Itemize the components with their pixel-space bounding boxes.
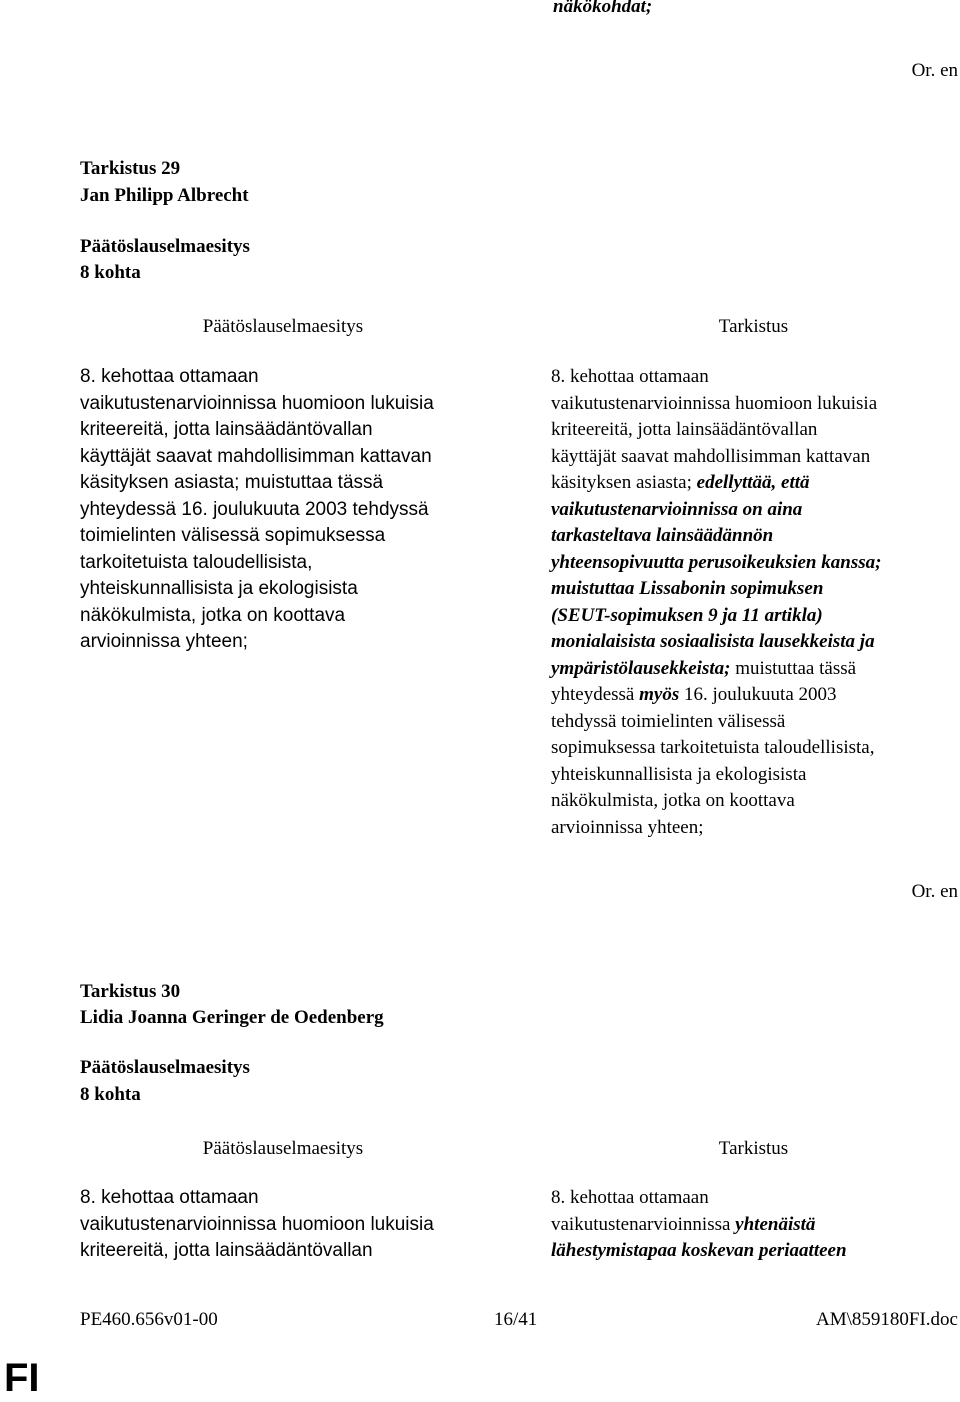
footer-page-number: 16/41 — [494, 1309, 538, 1330]
plain-text: vaikutustenarvioinnissa — [551, 1213, 736, 1235]
inserted-text: (SEUT-sopimuksen 9 ja 11 artikla) — [551, 604, 823, 626]
text-line — [551, 470, 956, 497]
text-line: 8. kehottaa ottamaan — [80, 1187, 259, 1208]
paragraph-label: 8 kohta — [80, 1084, 141, 1105]
footer-file-name: AM\859180FI.doc — [816, 1309, 958, 1330]
text-line: näkökulmista, jotka on koottava — [80, 604, 346, 626]
right-column-header: Tarkistus — [718, 1138, 789, 1159]
document-label: Päätöslauselmaesitys — [80, 1057, 250, 1078]
text-line: vaikutustenarvioinnissa huomioon lukuisia — [551, 392, 878, 414]
amendment-number — [80, 156, 180, 183]
language-marker: Or. en — [911, 60, 958, 81]
text-line: 8. kehottaa ottamaan — [80, 366, 259, 387]
text-line: arvioinnissa yhteen; — [80, 631, 248, 652]
text-line: kriteereitä, jotta lainsäädäntövallan — [551, 419, 818, 440]
amendment-label: Tarkistus — [80, 158, 157, 179]
amendment-label: Tarkistus — [80, 981, 157, 1002]
inserted-text: muistuttaa Lissabonin sopimuksen — [551, 578, 824, 599]
original-text — [80, 364, 500, 656]
text-line: tehdyssä toimielinten välisessä — [551, 710, 786, 732]
text-line: toimielinten välisessä sopimuksessa — [80, 525, 386, 546]
inserted-text: yhteensopivuutta perusoikeuksien kanssa; — [551, 551, 882, 573]
amended-text — [551, 364, 956, 841]
text-line: yhteiskunnallisista ja ekologisista — [551, 763, 807, 785]
inserted-text: lähestymistapaa koskevan periaatteen — [551, 1240, 847, 1261]
text-line: käyttäjät saavat mahdollisimman kattavan — [80, 445, 432, 467]
plain-text: muistuttaa tässä — [730, 657, 857, 679]
document-label: Päätöslauselmaesitys — [80, 236, 250, 257]
text-line: kriteereitä, jotta lainsäädäntövallan — [80, 1240, 373, 1261]
text-line: käsityksen asiasta; muistuttaa tässä — [80, 472, 384, 493]
language-code: FI — [4, 1356, 40, 1400]
text-line: sopimuksessa tarkoitetuista taloudellisista, — [551, 737, 875, 758]
inserted-text: yhtenäistä — [735, 1213, 816, 1235]
footer-document-reference: PE460.656v01-00 — [80, 1309, 218, 1330]
text-line: vaikutustenarvioinnissa huomioon lukuisia — [80, 1213, 434, 1235]
amendment-author: Lidia Joanna Geringer de Oedenberg — [80, 1007, 384, 1028]
original-text — [80, 1185, 500, 1265]
text-line: vaikutustenarvioinnissa huomioon lukuisia — [80, 392, 434, 414]
paragraph-label: 8 kohta — [80, 262, 141, 283]
plain-text: 16. joulukuuta 2003 — [679, 684, 837, 705]
text-line — [551, 1212, 956, 1239]
inserted-text: edellyttää, että — [696, 472, 810, 493]
amended-text — [551, 1185, 956, 1265]
text-line: kriteereitä, jotta lainsäädäntövallan — [80, 419, 373, 440]
text-line: yhteydessä 16. joulukuuta 2003 tehdyssä — [80, 498, 429, 520]
right-column-header: Tarkistus — [718, 316, 789, 337]
left-column-header: Päätöslauselmaesitys — [202, 316, 364, 337]
text-line — [551, 656, 956, 683]
text-line: 8. kehottaa ottamaan — [551, 366, 709, 387]
amendment-number — [80, 979, 180, 1006]
text-line — [551, 682, 956, 709]
inserted-text: ympäristölausekkeista; — [551, 657, 731, 679]
plain-text: yhteydessä — [551, 684, 640, 705]
previous-page-fragment: näkökohdat; — [553, 0, 653, 17]
inserted-text: vaikutustenarvioinnissa on aina — [551, 498, 803, 520]
text-line: tarkoitetuista taloudellisista, — [80, 551, 313, 573]
inserted-text: tarkasteltava lainsäädännön — [551, 525, 774, 546]
text-line: näkökulmista, jotka on koottava — [551, 790, 795, 811]
amendment-author: Jan Philipp Albrecht — [80, 185, 249, 206]
text-line: 8. kehottaa ottamaan — [551, 1187, 709, 1208]
text-line: arvioinnissa yhteen; — [551, 816, 704, 838]
left-column-header: Päätöslauselmaesitys — [202, 1138, 364, 1159]
amendment-number-value: 29 — [161, 158, 181, 179]
plain-text: käsityksen asiasta; — [551, 472, 697, 493]
amendment-number-value: 30 — [161, 981, 181, 1002]
inserted-text: myös — [639, 684, 680, 705]
text-line: yhteiskunnallisista ja ekologisista — [80, 578, 358, 599]
inserted-text: monialaisista sosiaalisista lausekkeista ja — [551, 631, 875, 652]
text-line: käyttäjät saavat mahdollisimman kattavan — [551, 445, 871, 467]
language-marker: Or. en — [911, 881, 958, 902]
